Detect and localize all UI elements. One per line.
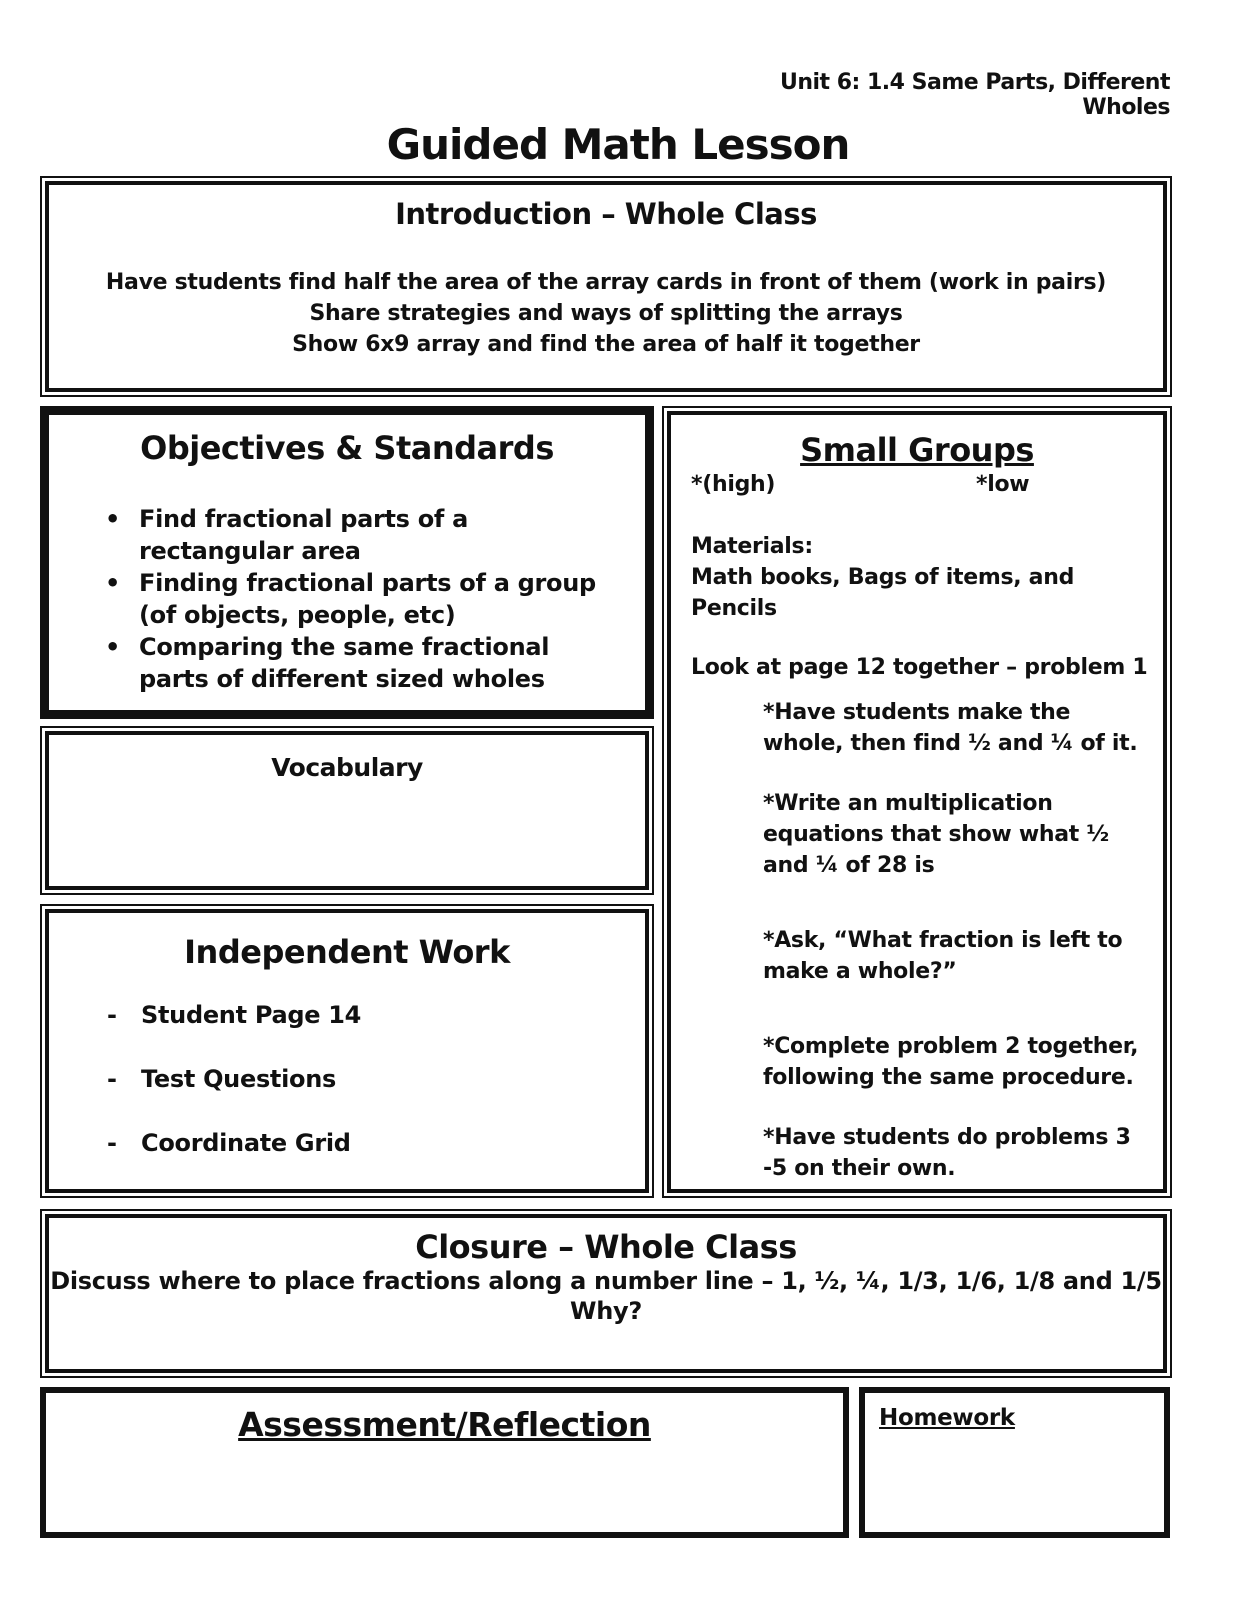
- introduction-line: Have students find half the area of the array cards in front of them (work in pairs): [105, 270, 1107, 295]
- low-group-label: *low: [976, 472, 1030, 497]
- introduction-line: Show 6x9 array and find the area of half it together: [292, 332, 920, 357]
- step-item: *Complete problem 2 together, following the same procedure.: [763, 1034, 1139, 1090]
- vocabulary-title: Vocabulary: [271, 753, 423, 782]
- independent-work-list: [49, 1001, 645, 1193]
- homework-box: [859, 1387, 1170, 1538]
- introduction-line: Share strategies and ways of splitting the arrays: [309, 301, 903, 326]
- independent-work-box: [45, 909, 649, 1193]
- page-title: Guided Math Lesson: [386, 120, 850, 169]
- list-item: • Comparing the same fractional parts of different sized wholes: [139, 631, 645, 695]
- high-group-label: *(high): [691, 472, 776, 497]
- materials-label: Materials:: [691, 534, 813, 559]
- materials-text: Math books, Bags of items, and Pencils: [691, 565, 1075, 621]
- unit-label: Unit 6: 1.4 Same Parts, Different Wholes: [779, 70, 1170, 120]
- assessment-title: Assessment/Reflection: [238, 1405, 651, 1444]
- small-groups-title: Small Groups: [800, 431, 1034, 469]
- list-item: • Finding fractional parts of a group (of objects, people, etc): [139, 567, 645, 631]
- small-groups-box: [667, 411, 1167, 1193]
- list-item: - Coordinate Grid: [141, 1129, 645, 1193]
- closure-line: Discuss where to place fractions along a number line – 1, ½, ¼, 1/3, 1/6, 1/8 and 1/5: [50, 1267, 1162, 1295]
- step-item: *Have students make the whole, then find ½ and ¼ of it.: [763, 700, 1138, 756]
- step-item: *Write an multiplication equations that show what ½ and ¼ of 28 is: [763, 791, 1109, 878]
- list-item: - Student Page 14: [141, 1001, 645, 1065]
- introduction-box: [45, 181, 1167, 392]
- objectives-box: [40, 406, 654, 719]
- closure-line: Why?: [570, 1297, 642, 1325]
- introduction-text: [49, 267, 1163, 360]
- list-item: • Find fractional parts of a rectangular area: [139, 503, 645, 567]
- list-item: - Test Questions: [141, 1065, 645, 1129]
- closure-box: [45, 1214, 1167, 1373]
- step-item: *Ask, “What fraction is left to make a whole?”: [763, 928, 1123, 984]
- small-groups-intro: Look at page 12 together – problem 1: [691, 655, 1148, 680]
- assessment-box: [40, 1387, 849, 1538]
- homework-title: Homework: [879, 1405, 1015, 1431]
- group-labels: [691, 469, 1163, 501]
- objectives-list: [49, 503, 645, 695]
- introduction-title: Introduction – Whole Class: [395, 197, 817, 231]
- objectives-title: Objectives & Standards: [140, 429, 554, 467]
- vocabulary-box: [45, 731, 649, 890]
- closure-title: Closure – Whole Class: [415, 1228, 797, 1266]
- closure-text: [49, 1266, 1163, 1326]
- small-groups-body: [671, 469, 1163, 1184]
- step-item: *Have students do problems 3 -5 on their own.: [763, 1125, 1131, 1181]
- independent-work-title: Independent Work: [184, 933, 510, 971]
